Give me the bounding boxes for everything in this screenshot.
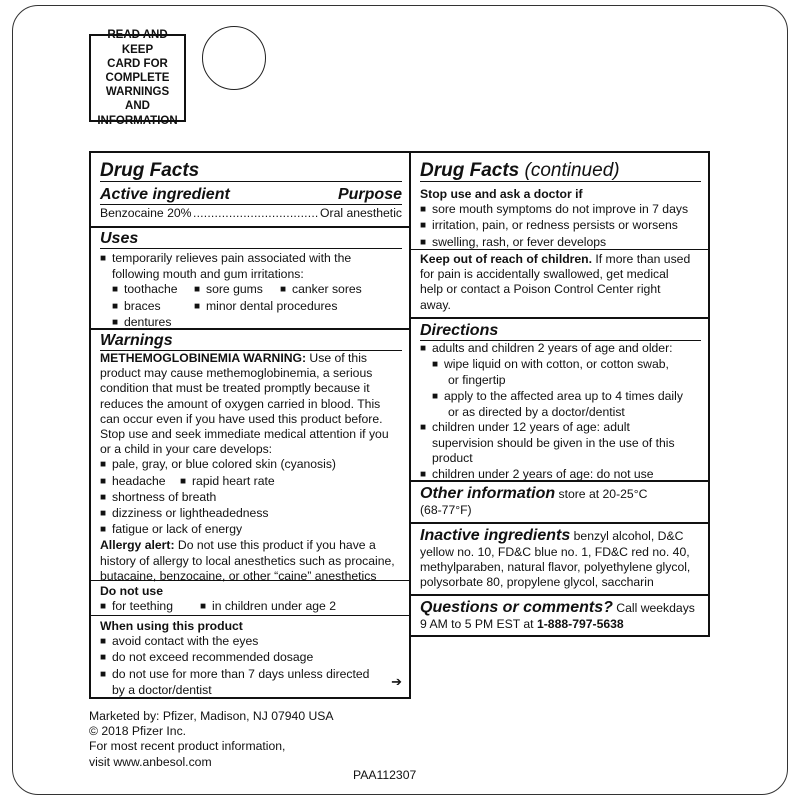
allergy-label: Allergy alert: bbox=[100, 538, 175, 553]
do-not-use-row bbox=[100, 599, 402, 615]
meth-warning-line bbox=[100, 351, 402, 366]
meth-warning-text: Use of this bbox=[306, 351, 368, 365]
questions-line bbox=[420, 599, 701, 617]
symptom-item: ■ dizziness or lightheadedness bbox=[100, 506, 402, 522]
symptom-item: ■ shortness of breath bbox=[100, 490, 402, 506]
stop-use-section bbox=[411, 187, 708, 251]
keep-out-text: If more than used bbox=[592, 252, 691, 266]
warnings-section bbox=[91, 328, 409, 584]
uses-section bbox=[91, 226, 409, 331]
directions-subitem: ■ apply to the affected area up to 4 times daily bbox=[420, 389, 701, 405]
active-ingredient-section bbox=[91, 186, 409, 221]
use-item: ■ canker sores bbox=[280, 282, 362, 296]
stop-use-item: ■ sore mouth symptoms do not improve in 7 days bbox=[420, 202, 701, 218]
marketed-by: Marketed by: Pfizer, Madison, NJ 07940 USA bbox=[89, 709, 334, 723]
uses-row-2 bbox=[100, 299, 402, 315]
inactive-text: yellow no. 10, FD&C blue no. 1, FD&C red no. 40, bbox=[420, 545, 690, 559]
questions-text: Call weekdays bbox=[612, 601, 695, 615]
keep-out-text: away. bbox=[420, 297, 451, 312]
when-using-heading: When using this product bbox=[100, 619, 243, 633]
hang-hole bbox=[202, 26, 266, 90]
meth-warning-text: or a child in your care develops: bbox=[100, 442, 273, 457]
allergy-text: butacaine, benzocaine, or other “caine” anesthetics bbox=[100, 568, 377, 583]
active-ingredient-row bbox=[100, 204, 402, 221]
use-item: ■ dentures bbox=[112, 315, 171, 329]
uses-intro-1: ■ temporarily relieves pain associated with the bbox=[100, 251, 402, 267]
directions-item: ■ children under 2 years of age: do not use bbox=[420, 467, 701, 483]
directions-section bbox=[411, 317, 708, 483]
symptom-row bbox=[100, 474, 402, 490]
meth-warning-text: condition that must be treated promptly because it bbox=[100, 381, 370, 396]
directions-item-cont: supervision should be given in the use of this bbox=[432, 436, 675, 451]
keep-out-text: help or contact a Poison Control Center right bbox=[420, 282, 661, 297]
when-using-item: ■ do not exceed recommended dosage bbox=[100, 650, 402, 666]
keep-out-text: for pain is accidentally swallowed, get medical bbox=[420, 267, 669, 282]
inactive-text: benzyl alcohol, D&C bbox=[570, 529, 684, 543]
other-info-heading: Other information bbox=[420, 485, 556, 502]
continue-arrow-icon: ➔ bbox=[391, 674, 402, 689]
other-info-text: (68-77°F) bbox=[420, 503, 472, 517]
do-not-use-section bbox=[91, 580, 409, 615]
symptom-item: ■ pale, gray, or blue colored skin (cyanosis) bbox=[100, 457, 402, 473]
use-item: ■ toothache bbox=[112, 282, 194, 298]
meth-warning-text: reduces the amount of oxygen carried in blood. This bbox=[100, 396, 381, 411]
stop-use-item: ■ swelling, rash, or fever develops bbox=[420, 235, 701, 251]
allergy-line bbox=[100, 538, 402, 553]
directions-subitem: ■ wipe liquid on with cotton, or cotton swab, bbox=[420, 357, 701, 373]
questions-text: 9 AM to 5 PM EST at bbox=[420, 617, 537, 631]
inactive-section bbox=[411, 522, 708, 591]
website: visit www.anbesol.com bbox=[89, 754, 212, 769]
leader-dots: ................................... bbox=[193, 206, 319, 220]
when-using-item: ■ avoid contact with the eyes bbox=[100, 634, 402, 650]
active-header-row bbox=[100, 186, 402, 204]
allergy-text: history of allergy to local anesthetics such as procaine, bbox=[100, 553, 395, 568]
read-keep-text: READ AND KEEP CARD FOR COMPLETE WARNINGS AND INFORMATION bbox=[97, 29, 178, 127]
meth-warning-text: can occur even if you have used this product before. bbox=[100, 411, 383, 426]
continued-label: (continued) bbox=[519, 160, 620, 181]
questions-heading: Questions or comments? bbox=[420, 599, 613, 616]
questions-line-2 bbox=[420, 617, 701, 632]
when-using-item-cont: by a doctor/dentist bbox=[112, 682, 212, 697]
inactive-text: methylparaben, natural flavor, polyethylene glycol, bbox=[420, 560, 691, 575]
uses-row-1 bbox=[100, 282, 402, 298]
when-using-item: ■ do not use for more than 7 days unless directed bbox=[100, 667, 402, 683]
meth-warning-text: product may cause methemoglobinemia, a serious bbox=[100, 366, 373, 381]
active-ingredient-heading: Active ingredient bbox=[100, 186, 230, 203]
allergy-text: Do not use this product if you have a bbox=[174, 538, 376, 553]
directions-item: ■ children under 12 years of age: adult bbox=[420, 420, 701, 436]
warnings-heading: Warnings bbox=[100, 332, 402, 351]
directions-subitem-cont: or fingertip bbox=[448, 373, 506, 388]
uses-intro-2: following mouth and gum irritations: bbox=[112, 267, 304, 282]
purpose-heading: Purpose bbox=[337, 186, 402, 203]
drug-facts-left-panel bbox=[89, 151, 411, 699]
uses-heading: Uses bbox=[100, 230, 402, 249]
other-info-text: store at 20-25°C bbox=[555, 487, 648, 501]
directions-subitem-cont: or as directed by a doctor/dentist bbox=[448, 404, 625, 419]
other-info-section bbox=[411, 480, 708, 518]
symptom-item: ■ rapid heart rate bbox=[180, 474, 275, 488]
phone-number: 1-888-797-5638 bbox=[536, 617, 624, 631]
continued-title-section bbox=[411, 161, 708, 182]
read-keep-notice bbox=[89, 29, 186, 127]
keep-out-line bbox=[420, 252, 701, 267]
meth-warning-label: METHEMOGLOBINEMIA WARNING: bbox=[100, 351, 307, 365]
meth-warning-text: Stop use and seek immediate medical attention if you bbox=[100, 427, 389, 442]
directions-item: ■ adults and children 2 years of age and older: bbox=[420, 341, 701, 357]
inactive-heading: Inactive ingredients bbox=[420, 527, 571, 544]
keep-out-section bbox=[411, 249, 708, 313]
stop-use-heading: Stop use and ask a doctor if bbox=[420, 187, 583, 201]
symptom-item: ■ headache bbox=[100, 474, 180, 490]
footer bbox=[89, 709, 334, 770]
title-section bbox=[91, 161, 409, 182]
product-info: For most recent product information, bbox=[89, 739, 286, 754]
do-not-use-item: ■ in children under age 2 bbox=[200, 599, 336, 613]
directions-item-cont: product bbox=[432, 451, 473, 466]
keep-out-label: Keep out of reach of children. bbox=[420, 252, 592, 266]
drug-facts-title: Drug Facts bbox=[420, 160, 520, 181]
stop-use-item: ■ irritation, pain, or redness persists or worsens bbox=[420, 218, 701, 234]
inactive-line bbox=[420, 527, 701, 545]
use-item: ■ minor dental procedures bbox=[194, 299, 337, 313]
when-using-section bbox=[91, 615, 409, 698]
use-item: ■ braces bbox=[112, 299, 194, 315]
ingredient-name: Benzocaine 20% bbox=[100, 206, 192, 220]
other-info-line bbox=[420, 485, 701, 503]
symptom-item: ■ fatigue or lack of energy bbox=[100, 522, 402, 538]
product-code: PAA112307 bbox=[353, 768, 417, 782]
drug-facts-continued-title bbox=[420, 161, 701, 182]
do-not-use-heading: Do not use bbox=[100, 584, 163, 598]
inactive-text: polysorbate 80, propylene glycol, saccharin bbox=[420, 575, 654, 590]
drug-facts-title: Drug Facts bbox=[100, 161, 402, 182]
questions-section bbox=[411, 594, 708, 632]
do-not-use-item: ■ for teething bbox=[100, 599, 200, 615]
copyright: © 2018 Pfizer Inc. bbox=[89, 724, 187, 739]
use-item: ■ sore gums bbox=[194, 282, 280, 298]
directions-heading: Directions bbox=[420, 322, 701, 341]
ingredient-purpose: Oral anesthetic bbox=[320, 206, 402, 220]
drug-facts-right-panel bbox=[411, 151, 710, 637]
